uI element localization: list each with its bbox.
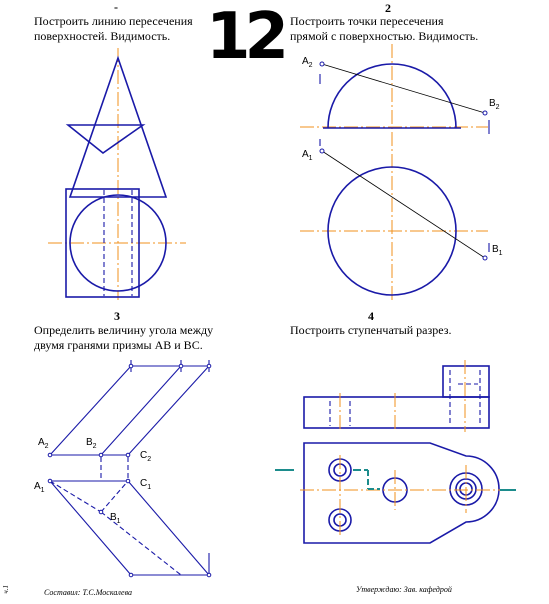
- label-b2-prism: $B_2$: [86, 437, 97, 450]
- task2-text: Построить точки пересечения прямой с поверхностью. Видимость.: [290, 14, 479, 43]
- task4-text: Построить ступенчатый разрез.: [290, 323, 452, 337]
- sheet-number: 12: [206, 0, 284, 74]
- prism-front-view: [68, 125, 143, 153]
- label-c2-prism: $C_2$: [140, 450, 152, 463]
- line-ab-front: [322, 64, 485, 113]
- task3-number: 3: [114, 309, 120, 323]
- part-front-view: [304, 397, 489, 428]
- task1-marker: -: [114, 0, 118, 14]
- task4-number: 4: [368, 309, 374, 323]
- label-a2-prism: $A_2$: [38, 437, 49, 450]
- compiled-by: Составил: Т.С.Москалева: [44, 588, 133, 597]
- label-a1-prism: $A_1$: [34, 481, 45, 494]
- task2-number: 2: [385, 1, 391, 15]
- side-mark: ч.1: [2, 585, 10, 594]
- line-ab-top: [322, 151, 485, 258]
- label-a1: $A_1$: [302, 149, 313, 162]
- label-b2: $B_2$: [489, 98, 500, 111]
- task1-text: Построить линию пересечения поверхностей. Видимость.: [34, 14, 193, 43]
- label-c1-prism: $C_1$: [140, 478, 152, 491]
- approved-by: Утверждаю: Зав. кафедрой: [356, 585, 452, 594]
- label-b1: $B_1$: [492, 244, 503, 257]
- task4-drawing: [275, 360, 516, 543]
- label-a2: $A_2$: [302, 56, 313, 69]
- task3-drawing: [34, 360, 211, 577]
- task3-text: Определить величину угола между двумя гранями призмы АВ и ВС.: [34, 323, 214, 352]
- label-b1-prism: $B_1$: [110, 512, 121, 525]
- task1-drawing: [48, 48, 186, 300]
- task2-drawing: [300, 44, 503, 302]
